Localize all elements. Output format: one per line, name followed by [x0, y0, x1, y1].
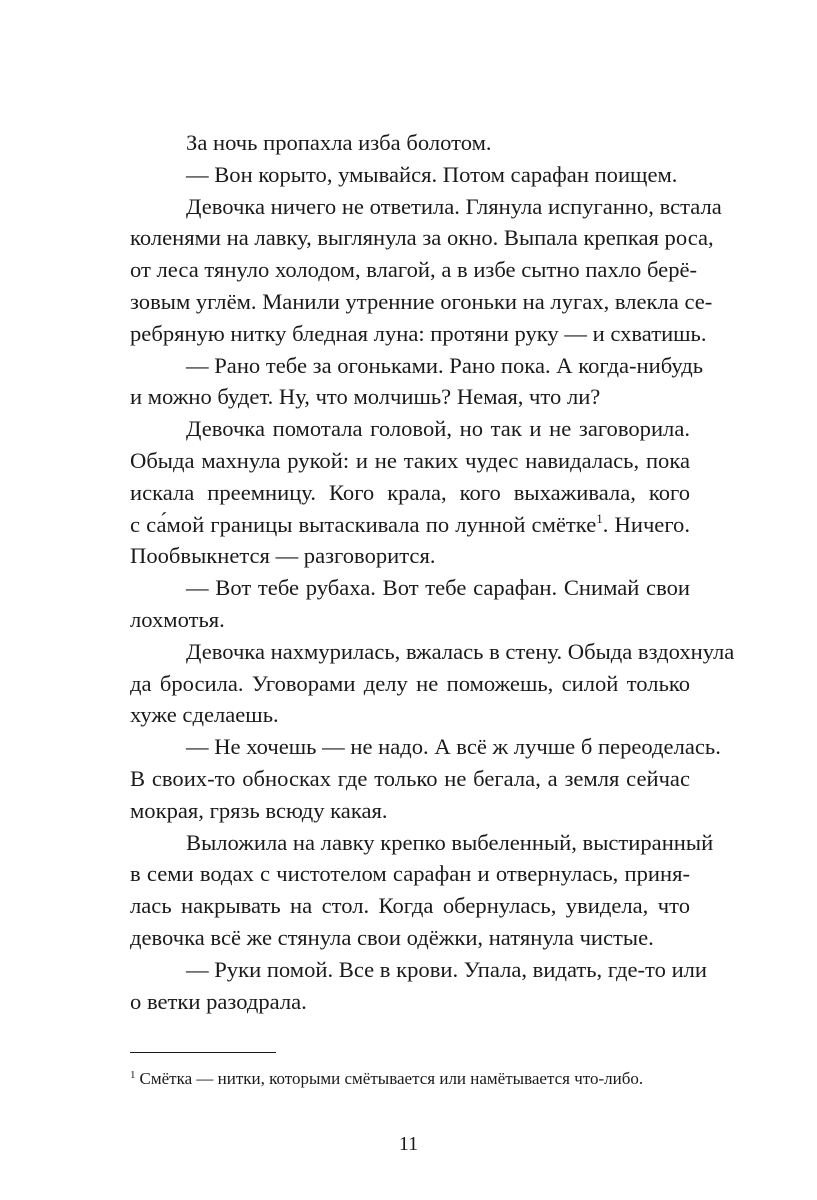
text-line: Обыда махнула рукой: и не таких чудес навидалась, пока [130, 447, 690, 473]
text-line: Девочка помотала головой, но так и не заговорила. [186, 416, 690, 442]
paragraph [130, 827, 714, 954]
body-text [130, 127, 735, 1017]
paragraph [130, 636, 735, 731]
text-line: ребряную нитку бледная луна: протяни руку — и схватишь. [130, 320, 707, 346]
text-line: хуже сделаешь. [130, 702, 279, 728]
text-line: искала преемницу. Кого крала, кого выхаживала, кого [130, 479, 690, 505]
text-line: — Руки помой. Все в крови. Упала, видать, где-то или [186, 956, 708, 982]
text-line: от леса тянуло холодом, влагой, а в избе сытно пахло берё- [130, 257, 698, 283]
text-line: Девочка ничего не ответила. Глянула испуганно, встала [186, 193, 722, 219]
text-line: В своих-то обносках где только не бегала, а земля сейчас [130, 765, 690, 791]
text-line: — Не хочешь — не надо. А всё ж лучше б переоделась. [186, 734, 721, 760]
paragraph [130, 731, 721, 826]
text-line: — Рано тебе за огоньками. Рано пока. А когда-нибудь [186, 352, 704, 378]
text-line: — Вот тебе рубаха. Вот тебе сарафан. Снимай свои [186, 575, 690, 601]
text-line: Выложила на лавку крепко выбеленный, выстиранный [186, 829, 714, 855]
footnote [130, 1068, 690, 1090]
text-line: да бросила. Уговорами делу не поможешь, силой только [130, 670, 690, 696]
text-line: лась накрывать на стол. Когда обернулась, увидела, что [130, 893, 690, 919]
text-line: — Вон корыто, умывайся. Потом сарафан поищем. [186, 161, 678, 187]
paragraph [130, 191, 722, 350]
footnote-number: 1 [130, 1069, 136, 1081]
text-line: Девочка нахмурилась, вжалась в стену. Обыда вздохнула [186, 638, 735, 664]
text-line: девочка всё же стянула свои одёжки, натянула чистые. [130, 924, 654, 950]
text-line: о ветки разодрала. [130, 988, 307, 1014]
paragraph [130, 413, 690, 572]
text-line: мокрая, грязь всюду какая. [130, 797, 388, 823]
paragraph [130, 350, 704, 414]
text-line: Пообвыкнется — разговорится. [130, 543, 436, 569]
paragraph [130, 954, 708, 1018]
text-line: коленями на лавку, выглянула за окно. Выпала крепкая роса, [130, 225, 714, 251]
footnote-text: Смётка — нитки, которыми смётывается или намётывается что-либо. [139, 1069, 644, 1088]
text-line: в семи водах с чистотелом сарафан и отвернулась, приня- [130, 861, 690, 887]
text-line: с са́мой границы вытаскивала по лунной смётке$^1$. Ничего. [130, 510, 690, 537]
text-line: За ночь пропахла изба болотом. [186, 130, 492, 155]
page-number: 11 [398, 1133, 419, 1155]
footnote-divider [130, 1052, 276, 1053]
text-line: зовым углём. Манили утренние огоньки на лугах, влекла се- [130, 288, 713, 314]
paragraph [130, 572, 690, 636]
paragraph [130, 127, 690, 159]
paragraph [130, 159, 690, 191]
footnote-reference: 1 [596, 510, 603, 526]
text-line: и можно будет. Ну, что молчишь? Немая, что ли? [130, 384, 601, 410]
text-line: лохмотья. [130, 606, 225, 632]
